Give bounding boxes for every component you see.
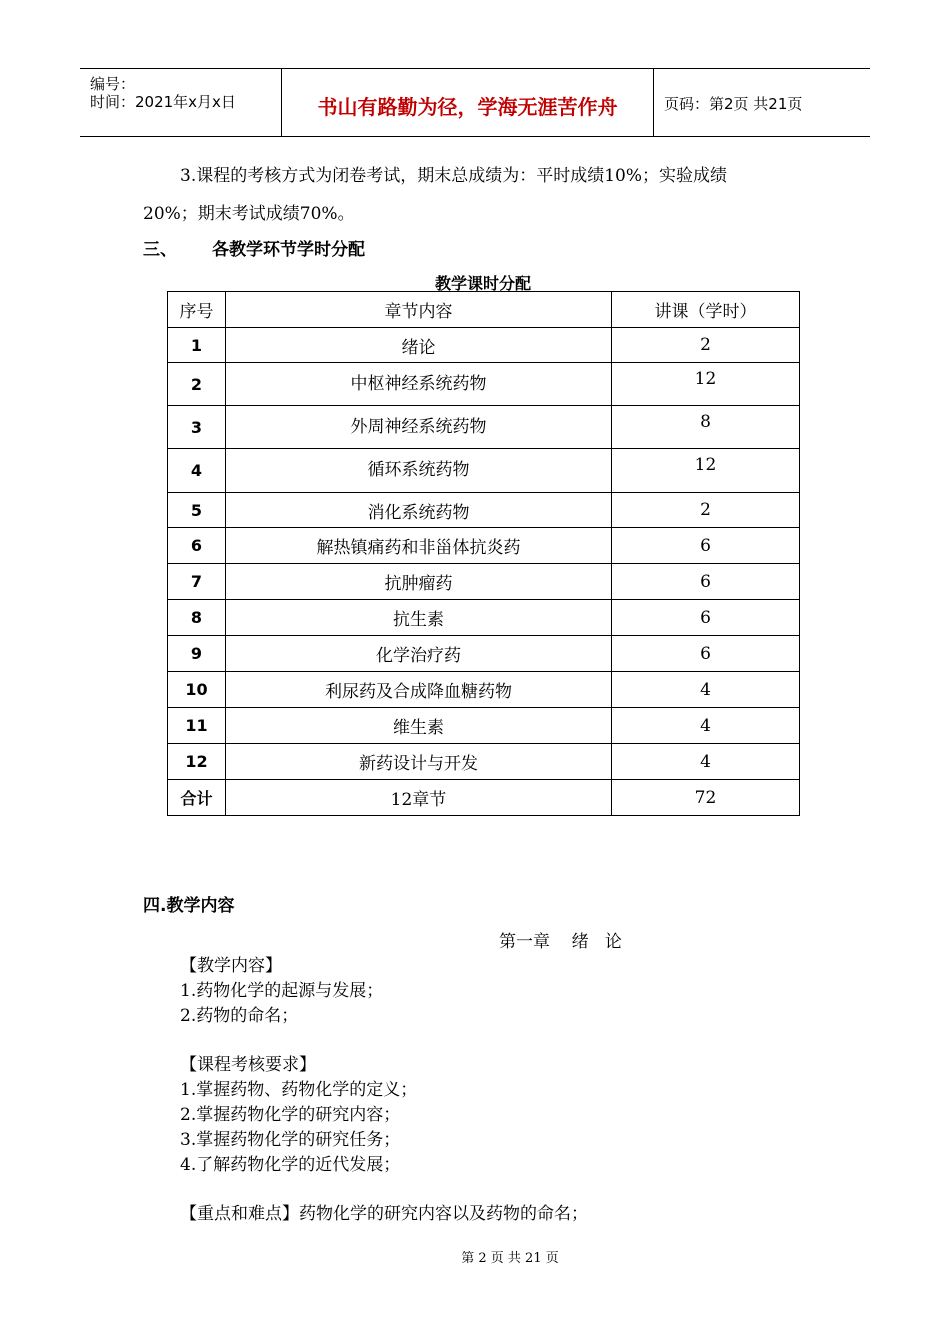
column-header-number: 序号 — [168, 292, 226, 328]
row-hours: 4 — [612, 744, 800, 780]
row-hours: 6 — [612, 528, 800, 564]
row-number: 8 — [168, 600, 226, 636]
total-hours: 72 — [612, 780, 800, 816]
key-points-heading: 【重点和难点】 — [180, 1204, 299, 1224]
row-hours: 4 — [612, 708, 800, 744]
row-content: 消化系统药物 — [226, 493, 612, 528]
row-hours: 6 — [612, 564, 800, 600]
section-4-title: 四.教学内容 — [143, 896, 235, 916]
teaching-item: 2.药物的命名； — [180, 1006, 299, 1026]
row-number: 3 — [168, 406, 226, 449]
row-content: 解热镇痛药和非甾体抗炎药 — [226, 528, 612, 564]
row-number: 10 — [168, 672, 226, 708]
header-motto: 书山有路勤为径，学海无涯苦作舟 — [317, 95, 618, 119]
table-row — [168, 493, 800, 528]
chapter-1-title: 第一章 绪 论 — [499, 932, 622, 952]
requirement-item: 1.掌握药物、药物化学的定义； — [180, 1080, 418, 1100]
row-hours: 6 — [612, 600, 800, 636]
document-number-label: 编号： — [90, 75, 136, 93]
header-meta-cell — [80, 69, 282, 136]
row-number: 5 — [168, 493, 226, 528]
table-row — [168, 528, 800, 564]
table-row — [168, 363, 800, 406]
row-content: 抗生素 — [226, 600, 612, 636]
assessment-line-2: 20%；期末考试成绩70%。 — [143, 204, 355, 224]
header-page-cell — [654, 69, 870, 136]
teaching-content-heading: 【教学内容】 — [180, 956, 282, 976]
row-hours: 12 — [612, 363, 800, 406]
section-3-number: 三、 — [143, 240, 177, 260]
table-row — [168, 672, 800, 708]
requirements-heading: 【课程考核要求】 — [180, 1055, 316, 1075]
table-total-row — [168, 780, 800, 816]
teaching-item: 1.药物化学的起源与发展； — [180, 981, 384, 1001]
row-content: 利尿药及合成降血糖药物 — [226, 672, 612, 708]
row-number: 2 — [168, 363, 226, 406]
total-label: 合计 — [168, 780, 226, 816]
table-row — [168, 708, 800, 744]
key-points-line — [180, 1199, 588, 1224]
hours-table — [167, 291, 800, 816]
section-3-title: 各教学环节学时分配 — [212, 240, 365, 260]
page-footer: 第 2 页 共 21 页 — [461, 1251, 559, 1266]
row-hours: 4 — [612, 672, 800, 708]
row-content: 循环系统药物 — [226, 449, 612, 493]
column-header-hours: 讲课（学时） — [612, 292, 800, 328]
row-number: 9 — [168, 636, 226, 672]
row-number: 12 — [168, 744, 226, 780]
table-row — [168, 564, 800, 600]
row-content: 外周神经系统药物 — [226, 406, 612, 449]
column-header-content: 章节内容 — [226, 292, 612, 328]
total-content: 12章节 — [226, 780, 612, 816]
header-motto-cell — [282, 69, 654, 136]
row-hours: 8 — [612, 406, 800, 449]
row-number: 6 — [168, 528, 226, 564]
row-content: 维生素 — [226, 708, 612, 744]
row-hours: 6 — [612, 636, 800, 672]
table-row — [168, 328, 800, 363]
table-header-row — [168, 292, 800, 328]
table-row — [168, 744, 800, 780]
requirement-item: 4.了解药物化学的近代发展； — [180, 1155, 401, 1175]
row-hours: 2 — [612, 328, 800, 363]
row-content: 中枢神经系统药物 — [226, 363, 612, 406]
page-header — [80, 68, 870, 137]
requirement-item: 2.掌握药物化学的研究内容； — [180, 1105, 401, 1125]
table-row — [168, 449, 800, 493]
row-hours: 12 — [612, 449, 800, 493]
header-page-number: 页码：第2页 共21页 — [664, 95, 803, 113]
table-row — [168, 636, 800, 672]
row-content: 抗肿瘤药 — [226, 564, 612, 600]
assessment-line-1: 3.课程的考核方式为闭卷考试，期末总成绩为：平时成绩10%；实验成绩 — [180, 166, 728, 186]
row-number: 1 — [168, 328, 226, 363]
row-content: 新药设计与开发 — [226, 744, 612, 780]
row-hours: 2 — [612, 493, 800, 528]
key-points-text: 药物化学的研究内容以及药物的命名； — [299, 1204, 588, 1224]
requirement-item: 3.掌握药物化学的研究任务； — [180, 1130, 401, 1150]
table-row — [168, 600, 800, 636]
row-number: 4 — [168, 449, 226, 493]
row-content: 绪论 — [226, 328, 612, 363]
row-content: 化学治疗药 — [226, 636, 612, 672]
table-caption: 教学课时分配 — [434, 274, 531, 293]
document-date-label: 时间：2021年x月x日 — [90, 93, 236, 111]
row-number: 11 — [168, 708, 226, 744]
row-number: 7 — [168, 564, 226, 600]
table-row — [168, 406, 800, 449]
